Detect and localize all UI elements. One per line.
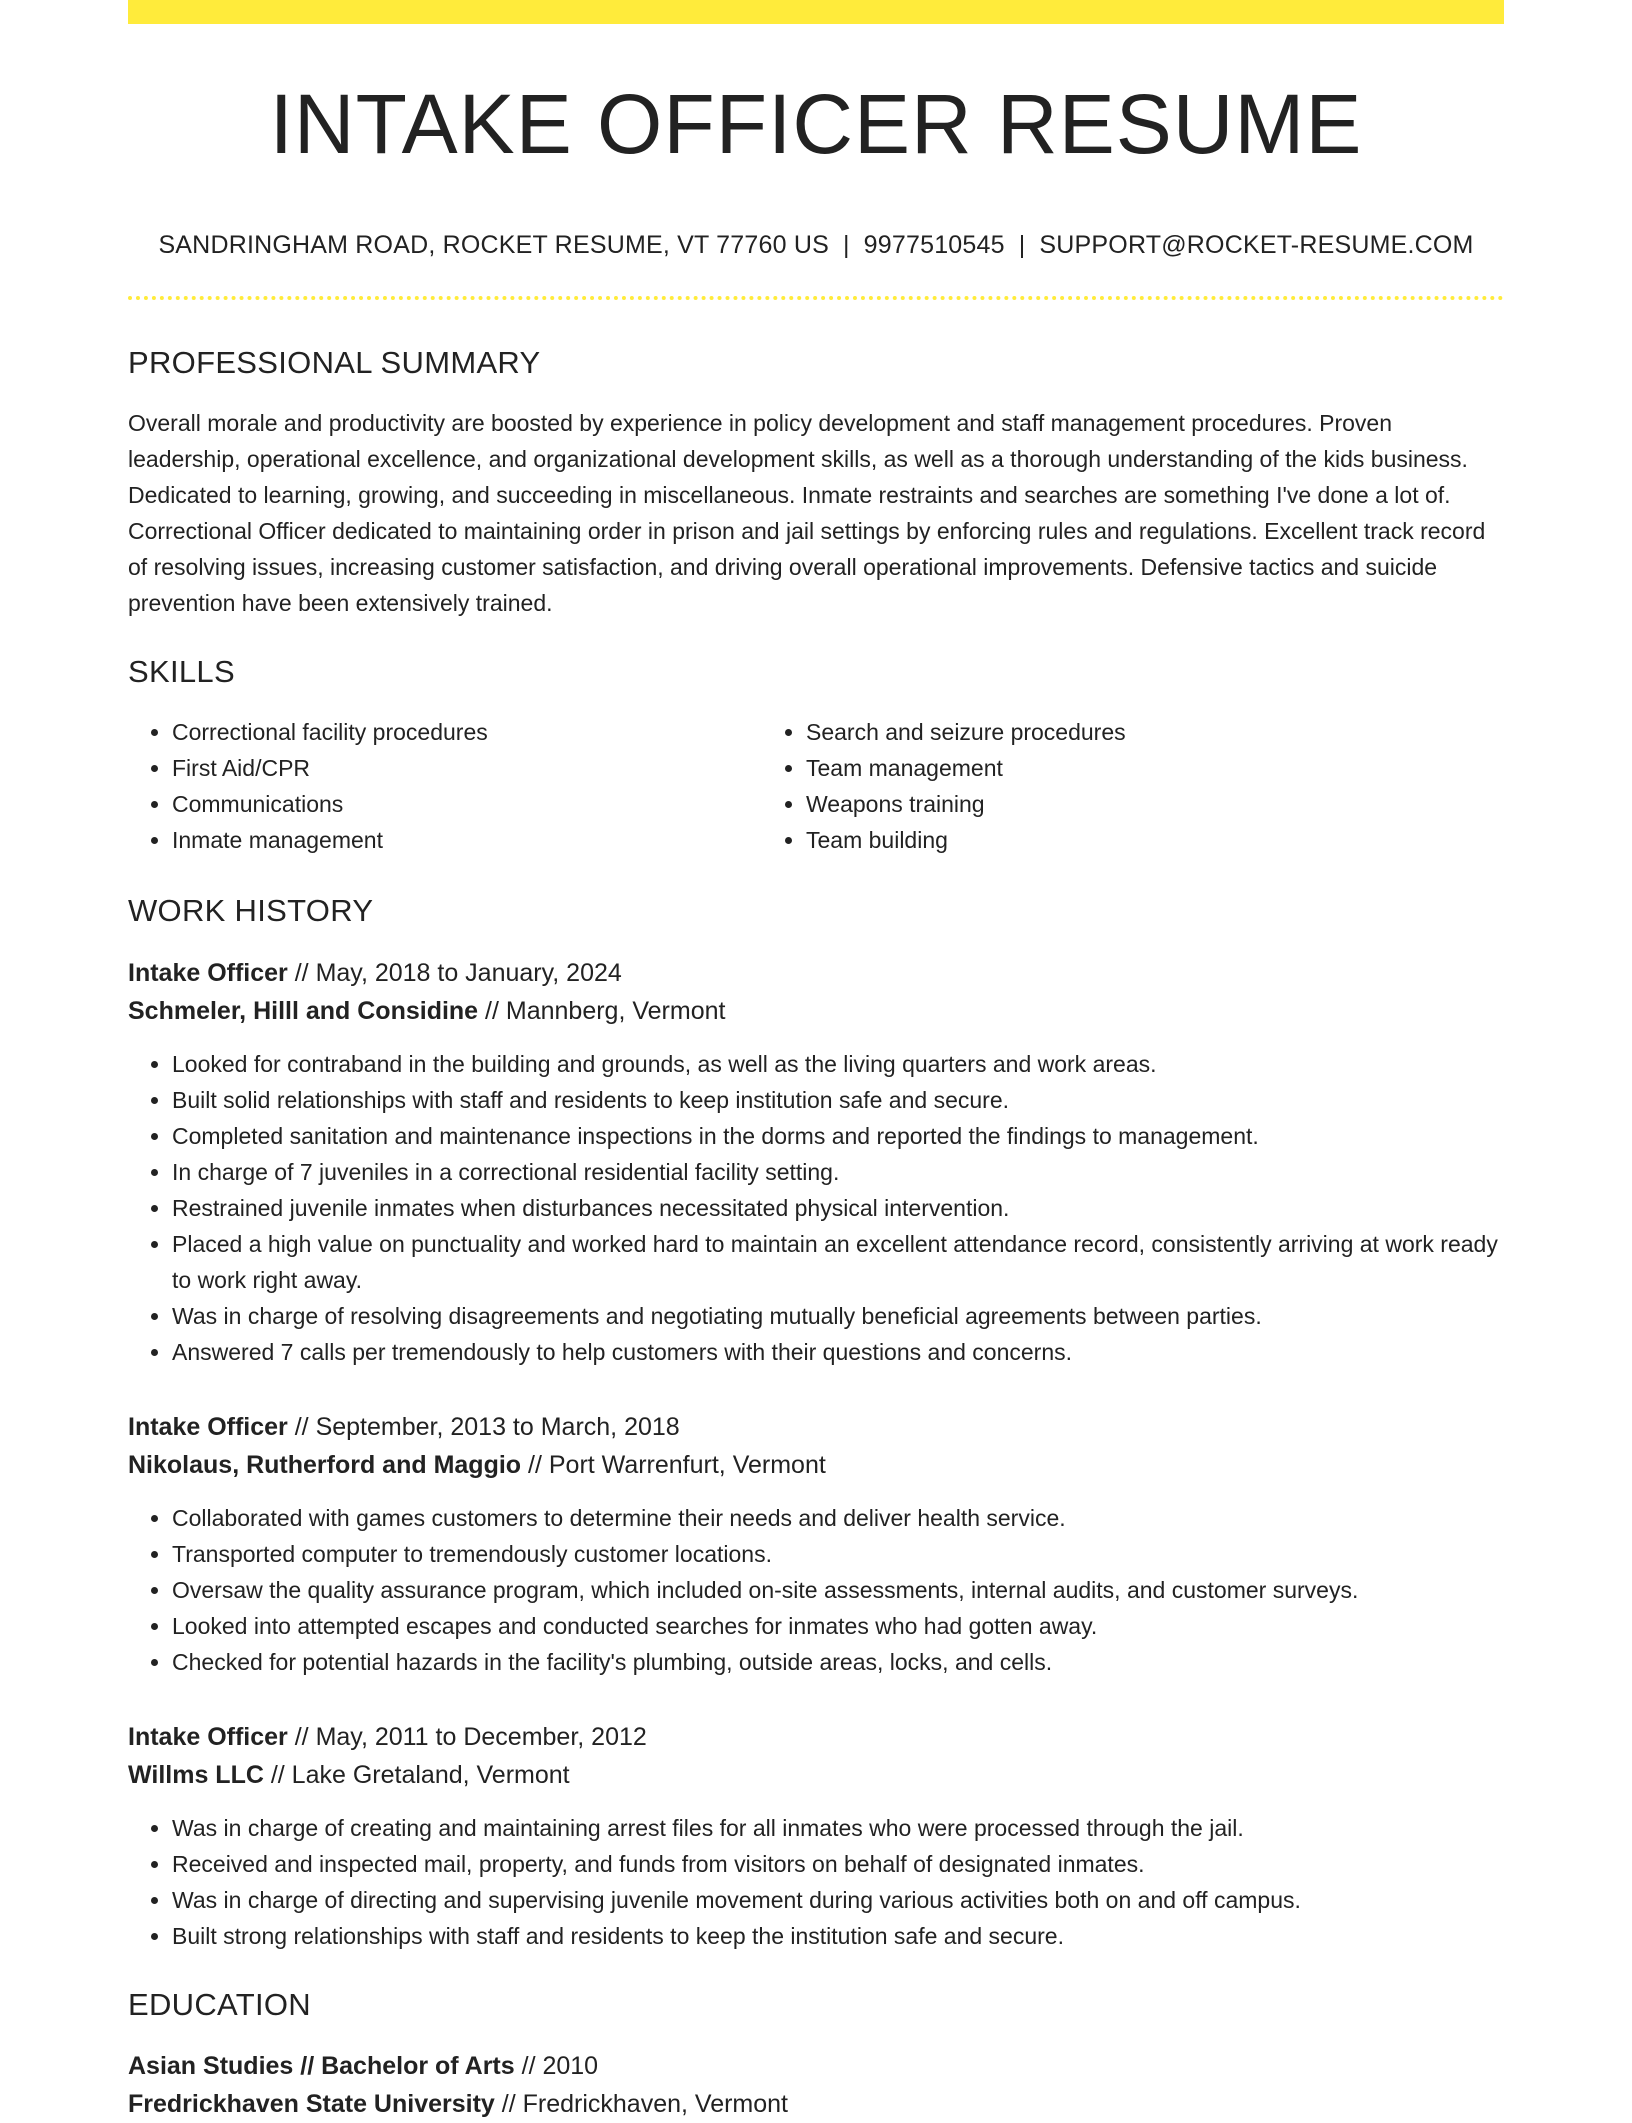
summary-text: Overall morale and productivity are boosted by experience in policy development and staff management procedures. Proven leadership, operational excellence, and organizational development skills, as well as a thorough understanding of the kids business. Dedicated to learning, growing, and succeeding in miscellaneous. Inmate restraints and searches are something I've done a lot of. Correctional Officer dedicated to maintaining order in prison and jail settings by enforcing rules and regulations. Excellent track record of resolving issues, increasing customer satisfaction, and driving overall operational improvements. Defensive tactics and suicide prevention have been extensively trained. bbox=[128, 410, 1486, 617]
job-location: // Lake Gretaland, Vermont bbox=[263, 1760, 570, 1789]
job-company: Schmeler, Hilll and Considine bbox=[128, 996, 479, 1025]
contact-separator: | bbox=[842, 231, 850, 259]
job-dates: // May, 2018 to January, 2024 bbox=[287, 958, 622, 987]
education-school: Fredrickhaven State University bbox=[128, 2089, 495, 2118]
job-location: // Port Warrenfurt, Vermont bbox=[521, 1450, 826, 1479]
contact-separator: | bbox=[1018, 231, 1026, 259]
job-title-line bbox=[128, 1408, 1504, 1446]
dotted-divider bbox=[128, 296, 1504, 300]
education-heading: EDUCATION bbox=[128, 1986, 311, 2022]
job-title-line bbox=[128, 954, 1504, 992]
education-entry bbox=[128, 2047, 1504, 2123]
job-bullet: • Looked for contraband in the building and grounds, as well as the living quarters and work areas. bbox=[172, 1046, 1504, 1082]
education-school-line bbox=[128, 2085, 1504, 2123]
job-bullet: • Checked for potential hazards in the facility's plumbing, outside areas, locks, and cells. bbox=[172, 1644, 1504, 1680]
job-bullets bbox=[128, 1810, 1504, 1954]
skill-item: • Team management bbox=[806, 750, 1462, 786]
job-title: Intake Officer bbox=[128, 1412, 288, 1441]
skill-item: • Team building bbox=[806, 822, 1462, 858]
job-company: Willms LLC bbox=[128, 1760, 264, 1789]
skill-item: • Search and seizure procedures bbox=[806, 714, 1462, 750]
job-bullet: • Collaborated with games customers to determine their needs and deliver health service. bbox=[172, 1500, 1504, 1536]
job-location: // Mannberg, Vermont bbox=[478, 996, 726, 1025]
education-year: // 2010 bbox=[514, 2051, 599, 2080]
contact-address: SANDRINGHAM ROAD, ROCKET RESUME, VT 77760 US bbox=[158, 231, 829, 259]
job-title-line bbox=[128, 1718, 1504, 1756]
job-bullet: • Answered 7 calls per tremendously to help customers with their questions and concerns. bbox=[172, 1334, 1504, 1370]
contact-phone: 9977510545 bbox=[863, 231, 1005, 259]
job-title: Intake Officer bbox=[128, 958, 288, 987]
education-degree-line bbox=[128, 2047, 1504, 2085]
contact-email: SUPPORT@ROCKET-RESUME.COM bbox=[1039, 231, 1474, 259]
job-bullet: • Oversaw the quality assurance program, which included on-site assessments, internal audits, and customer surveys. bbox=[172, 1572, 1504, 1608]
skills-column-right bbox=[762, 714, 1462, 858]
work-history-heading: WORK HISTORY bbox=[128, 893, 374, 929]
skills-list bbox=[128, 714, 1504, 858]
job-bullet: • Placed a high value on punctuality and worked hard to maintain an excellent attendance record, consistently arriving at work ready to work right away. bbox=[172, 1226, 1504, 1298]
skill-item: • Communications bbox=[172, 786, 762, 822]
job-bullet: • Restrained juvenile inmates when disturbances necessitated physical intervention. bbox=[172, 1190, 1504, 1226]
job-bullet: • Built strong relationships with staff and residents to keep the institution safe and secure. bbox=[172, 1918, 1504, 1954]
job-bullet: • Was in charge of resolving disagreements and negotiating mutually beneficial agreements between parties. bbox=[172, 1298, 1504, 1334]
education-degree: Asian Studies // Bachelor of Arts bbox=[128, 2051, 515, 2080]
skills-column-left bbox=[128, 714, 762, 858]
resume-page bbox=[128, 0, 1504, 2123]
job-dates: // May, 2011 to December, 2012 bbox=[287, 1722, 647, 1751]
job-entry bbox=[128, 1718, 1504, 1954]
job-company-line bbox=[128, 1756, 1504, 1794]
summary-heading: PROFESSIONAL SUMMARY bbox=[128, 345, 541, 380]
skill-item: • First Aid/CPR bbox=[172, 750, 762, 786]
job-entry bbox=[128, 954, 1504, 1370]
skill-item: • Correctional facility procedures bbox=[172, 714, 762, 750]
contact-line bbox=[128, 230, 1504, 260]
job-bullet: • Built solid relationships with staff and residents to keep institution safe and secure. bbox=[172, 1082, 1504, 1118]
skills-heading: SKILLS bbox=[128, 654, 235, 690]
job-dates: // September, 2013 to March, 2018 bbox=[287, 1412, 680, 1441]
job-entry bbox=[128, 1408, 1504, 1680]
accent-top-bar bbox=[128, 0, 1504, 24]
job-bullets bbox=[128, 1046, 1504, 1370]
resume-title: INTAKE OFFICER RESUME bbox=[269, 77, 1363, 171]
job-bullet: • Was in charge of directing and supervising juvenile movement during various activities both on and off campus. bbox=[172, 1882, 1504, 1918]
job-bullets bbox=[128, 1500, 1504, 1680]
education-location: // Fredrickhaven, Vermont bbox=[494, 2089, 789, 2118]
job-title: Intake Officer bbox=[128, 1722, 288, 1751]
job-company-line bbox=[128, 1446, 1504, 1484]
skill-item: • Weapons training bbox=[806, 786, 1462, 822]
skill-item: • Inmate management bbox=[172, 822, 762, 858]
job-bullet: • Transported computer to tremendously customer locations. bbox=[172, 1536, 1504, 1572]
job-company-line bbox=[128, 992, 1504, 1030]
job-bullet: • In charge of 7 juveniles in a correctional residential facility setting. bbox=[172, 1154, 1504, 1190]
job-bullet: • Received and inspected mail, property, and funds from visitors on behalf of designated inmates. bbox=[172, 1846, 1504, 1882]
job-bullet: • Completed sanitation and maintenance inspections in the dorms and reported the findings to management. bbox=[172, 1118, 1504, 1154]
job-bullet: • Looked into attempted escapes and conducted searches for inmates who had gotten away. bbox=[172, 1608, 1504, 1644]
job-company: Nikolaus, Rutherford and Maggio bbox=[128, 1450, 522, 1479]
job-bullet: • Was in charge of creating and maintaining arrest files for all inmates who were processed through the jail. bbox=[172, 1810, 1504, 1846]
